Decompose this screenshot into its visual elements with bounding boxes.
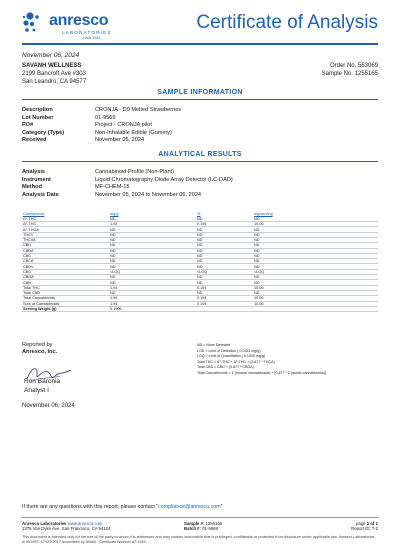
table-cell: ND [109, 259, 196, 264]
client-address-line2: San Leandro, CA 94577 [22, 79, 87, 85]
table-cell: CBG [22, 269, 109, 274]
table-cell [196, 306, 253, 311]
column-header-mg-per-serving: mg/serving [254, 211, 273, 216]
table-cell: 0.194 [196, 222, 253, 227]
table-cell: 1.94 [109, 222, 196, 227]
table-cell: <LOQ [196, 269, 253, 274]
footer-company-block [22, 521, 110, 532]
table-cell: ND [109, 290, 196, 295]
note-line: Total Cannabinoids = Σ (neutral cannabinoids) + [0.877 * Σ (acidic cannabinoids)] [197, 370, 326, 375]
footer-page-label: page [356, 521, 366, 526]
analyst-role: Analyst I [24, 386, 49, 394]
signature-date: November 06, 2024 [22, 403, 75, 409]
table-cell: Δ⁹-THC [22, 222, 109, 227]
footer-company-name: Anresco Laboratories [22, 521, 67, 526]
order-block [322, 62, 378, 78]
table-cell: <LOQ [109, 269, 196, 274]
table-cell: ND [196, 290, 253, 295]
client-block [22, 62, 86, 86]
footer-sample-label: Sample #: [184, 521, 205, 526]
table-cell: 0.194 [196, 301, 253, 306]
table-cell: ND [196, 232, 253, 237]
definitions-notes [197, 343, 382, 376]
table-cell: ND [253, 216, 378, 221]
table-cell: 1.94 [109, 285, 196, 290]
table-cell: ND [196, 237, 253, 242]
footer-sample-value: 1255165 [205, 521, 223, 526]
table-cell: ND [109, 253, 196, 258]
table-cell: ND [253, 280, 378, 285]
table-cell: ND [109, 237, 196, 242]
contact-text-end: " [220, 504, 223, 510]
serving-weight-row [22, 306, 378, 311]
table-cell: CBC [22, 253, 109, 258]
cannabinoid-results-table [22, 211, 378, 312]
sample-row-label: Lot Number [22, 114, 54, 121]
analyst-name: Ron Baronia [24, 378, 61, 385]
table-cell: ND [253, 275, 378, 280]
table-cell: ND [253, 290, 378, 295]
table-cell: ND [109, 243, 196, 248]
logo-subtitle: LABORATORIES [62, 30, 112, 35]
sample-row-value: November 05, 2024 [95, 137, 145, 144]
table-cell: 10.06 [253, 285, 378, 290]
note-line: Total THC = Δ⁹-THC + Δ⁸-THC + (0.877 * THCA) [197, 359, 275, 364]
table-cell: ND [196, 243, 253, 248]
analysis-row-label: Analysis Date [22, 191, 59, 198]
table-cell: THCV [22, 232, 109, 237]
footer-sample-block [184, 521, 222, 532]
reported-by-label: Reported by [22, 342, 53, 348]
sample-information-divider [22, 99, 378, 100]
analysis-row-value: Cannabinoid Profile (Non-Plant) [95, 169, 174, 175]
footer-report-id: Report ID: T-2 [351, 526, 378, 532]
table-cell: 0.194 [196, 285, 253, 290]
table-cell: ND [109, 248, 196, 253]
anresco-logo [22, 10, 122, 40]
sample-number: Sample No. 1255165 [321, 71, 378, 77]
table-cell: Total CBD [22, 290, 109, 295]
table-cell: ND [196, 248, 253, 253]
analysis-row-value: November 05, 2024 to November 06, 2024 [95, 191, 202, 198]
table-cell: ND [196, 227, 253, 232]
footer-website-link[interactable]: www.anresco.com [67, 521, 103, 526]
client-address-line1: 2199 Bancroft Ave #303 [22, 71, 86, 77]
report-date: November 06, 2024 [22, 52, 80, 59]
table-cell: 1.94 [109, 296, 196, 301]
analytical-results-divider [22, 161, 378, 162]
table-cell: ND [253, 253, 378, 258]
table-cell: CBD [22, 243, 109, 248]
table-cell: ND [109, 280, 196, 285]
table-cell: 0.194 [196, 296, 253, 301]
sample-row-label: Received [22, 137, 47, 144]
sample-row-label: Category (Type) [22, 129, 65, 136]
table-cell: 10.06 [253, 296, 378, 301]
table-cell: ND [109, 264, 196, 269]
column-header-mg-per-g: mg/g [110, 211, 119, 216]
analysis-row-label: Method [22, 184, 42, 191]
logo-since: since 1943 [83, 36, 101, 40]
contact-line [22, 504, 223, 510]
order-number: Order No. 563069 [329, 63, 378, 69]
table-cell: ND [109, 232, 196, 237]
sample-information-heading: SAMPLE INFORMATION [157, 89, 243, 96]
table-cell: ND [196, 280, 253, 285]
page-header [0, 0, 400, 44]
table-cell: ND [196, 216, 253, 221]
table-cell: Δ⁹-THC [22, 216, 109, 221]
note-line: LOQ = Limit of Quantitation ( 0.1000 mg/g) [197, 354, 266, 358]
table-cell: ND [253, 259, 378, 264]
table-cell: ND [109, 227, 196, 232]
note-line: ND = None Detected [197, 343, 231, 347]
serving-weight-value: 5.1906 [109, 306, 196, 311]
document-title: Certificate of Analysis [196, 12, 378, 33]
footer-page-value: 1 of 1 [366, 521, 378, 526]
molecule-logo-icon [22, 10, 48, 36]
table-cell: Total THC [22, 285, 109, 290]
table-cell: THCVA [22, 237, 109, 242]
sample-row-value: Project - CRONJA pilot [95, 122, 152, 129]
column-header-cannabinoid: Cannabinoid [23, 211, 45, 216]
sample-row-value: CRONJA - D9 Melted Strawberries [95, 107, 182, 113]
footer-batch-value: 01-9569 [202, 526, 218, 532]
table-cell: Sum of Cannabinoids [22, 301, 109, 306]
header-divider [22, 43, 378, 45]
footer-page-block [351, 521, 378, 532]
note-line: LOD = Limit of Detection ( 0.0333 mg/g) [197, 348, 261, 353]
analysis-row-label: Analysis [22, 169, 46, 175]
table-cell: 1.94 [109, 301, 196, 306]
reported-by-block [22, 342, 57, 356]
table-cell: CBGA [22, 275, 109, 280]
table-cell: Total Cannabinoids [22, 296, 109, 301]
table-cell: ND [196, 259, 253, 264]
logo-name: anresco [49, 12, 109, 29]
column-header-percent: % [197, 211, 201, 216]
table-cell: CBCA [22, 259, 109, 264]
table-cell: ND [253, 232, 378, 237]
table-cell: <LOQ [253, 269, 378, 274]
analysis-row-value: Liquid Chromatography Diode Array Detector (LC-DAD) [95, 176, 233, 183]
serving-weight-label: Serving Weight (g) [22, 306, 109, 311]
table-cell [253, 306, 378, 311]
sample-row-label: PO# [22, 122, 34, 129]
table-cell: ND [253, 264, 378, 269]
analyst-block [24, 378, 60, 395]
reporting-company: Anresco, Inc. [22, 349, 58, 355]
table-cell: ND [253, 237, 378, 242]
table-cell: 10.06 [253, 301, 378, 306]
table-cell: ND [196, 275, 253, 280]
table-cell: ND [196, 264, 253, 269]
footer-divider [22, 517, 378, 518]
table-cell: CBN [22, 280, 109, 285]
note-line: Total CBD = CBD + (0.877 * CBDA) [197, 365, 254, 369]
table-cell: ND [109, 275, 196, 280]
table-cell: ND [109, 216, 196, 221]
table-cell: ND [253, 248, 378, 253]
table-cell: CBDA [22, 248, 109, 253]
sample-row-value: Non-Inhalable Edible (Gummy) [95, 129, 172, 136]
table-cell: ND [253, 243, 378, 248]
sample-row-label: Description [22, 107, 53, 113]
confidentiality-disclaimer: This document is intended only for the use of the party to whom it is addressed and may contain information that is privileged, confidential or protected from disclosure under applicable law. Anresco Laboratories is ISO/IEC 17025:2017 Accredited by ANAB - Certificate Number AT-1551. [22, 535, 375, 544]
table-cell: 10.06 [253, 222, 378, 227]
compliance-email-link[interactable]: compliance@anresco.com [158, 504, 221, 510]
footer-address: 1375 Van Dyke Ave, San Francisco, CA 94124 [22, 526, 111, 532]
sample-row-value: 01-9569 [95, 114, 116, 121]
table-cell: ND [253, 227, 378, 232]
footer-batch-label: Batch #: [184, 526, 201, 532]
analysis-row-label: Instrument [22, 176, 51, 183]
table-cell: CBDV [22, 264, 109, 269]
table-cell: ND [196, 253, 253, 258]
analysis-row-value: MF-CHEM-15 [95, 184, 130, 191]
analytical-results-heading: ANALYTICAL RESULTS [158, 151, 242, 158]
client-name: SAVANH WELLNESS [22, 63, 82, 69]
table-cell: Δ⁹-THCA [22, 227, 109, 232]
results-table-body [22, 216, 378, 311]
contact-text: If there are any questions with this report, please contact " [22, 504, 159, 510]
